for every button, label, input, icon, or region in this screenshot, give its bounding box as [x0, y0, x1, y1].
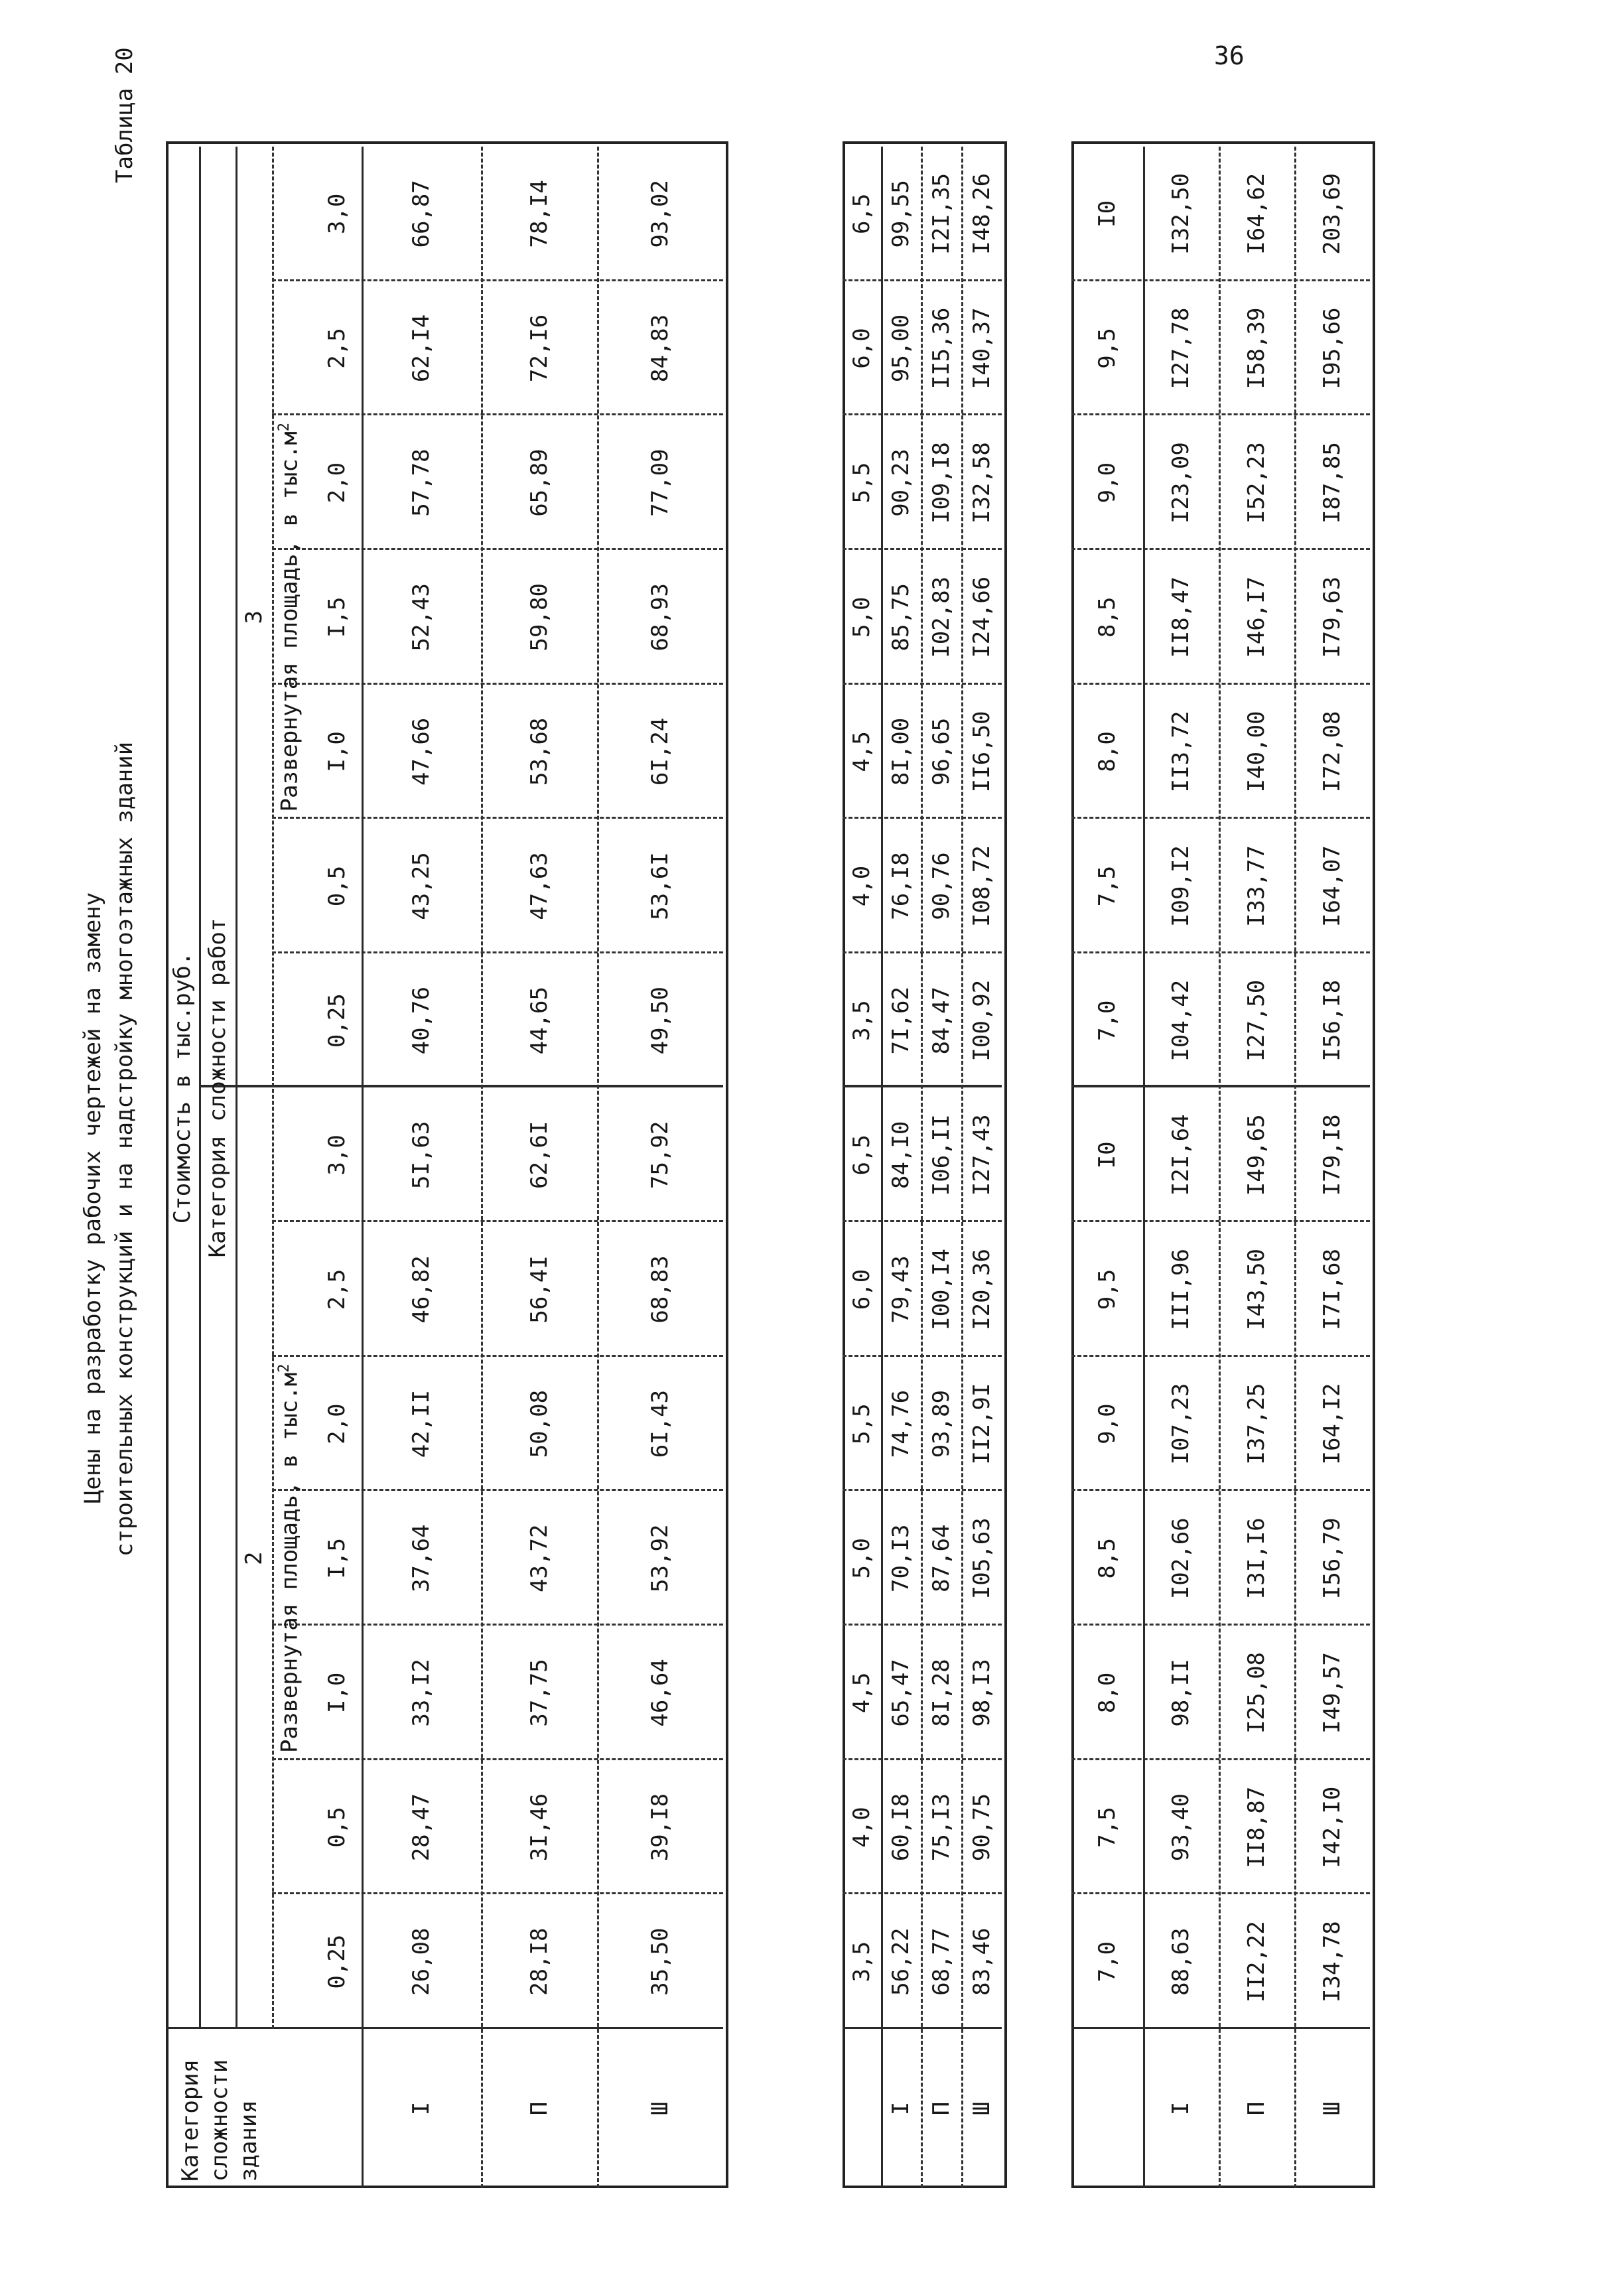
area-value: 5,5	[848, 462, 875, 504]
area-value: 6,0	[848, 1269, 875, 1310]
price-cell: I23,09	[1168, 442, 1194, 524]
price-cell: I64,I2	[1319, 1383, 1345, 1465]
area-value: I,5	[323, 1538, 350, 1579]
price-cell: 7I,62	[887, 987, 914, 1055]
price-cell: I72,08	[1319, 711, 1345, 793]
row-category-label: Ш	[968, 2101, 995, 2116]
area-value: 8,5	[1094, 596, 1120, 638]
price-cell: 83,46	[968, 1927, 995, 1996]
price-cell: 6I,43	[647, 1389, 673, 1458]
area-value: 7,5	[1094, 1807, 1120, 1848]
price-cell: 93,89	[927, 1389, 955, 1458]
price-cell: 6I,24	[647, 717, 673, 786]
price-cell: 98,II	[1168, 1659, 1194, 1727]
price-cell: I27,50	[1243, 979, 1270, 1062]
price-cell: I40,00	[1243, 711, 1270, 793]
price-cell: I27,78	[1168, 307, 1194, 389]
area-value: 4,5	[848, 1672, 875, 1714]
price-cell: 47,66	[408, 717, 435, 786]
price-cell: 5I,63	[408, 1121, 435, 1190]
price-cell: I56,79	[1319, 1517, 1345, 1600]
area-value: 6,0	[848, 328, 875, 369]
row-category-label: Ш	[647, 2101, 673, 2116]
price-cell: II6,50	[968, 711, 995, 793]
price-cell: I56,I8	[1319, 979, 1345, 1062]
price-cell: 43,25	[408, 852, 435, 920]
area-value: 4,0	[848, 1807, 875, 1848]
area-value: 4,0	[848, 865, 875, 907]
category-2-header: 2	[240, 1551, 267, 1565]
price-cell: 33,I2	[408, 1659, 435, 1727]
price-cell: 84,I0	[887, 1121, 914, 1190]
price-cell: I64,07	[1319, 845, 1345, 927]
price-cell: I49,57	[1319, 1651, 1345, 1734]
price-cell: I87,85	[1319, 442, 1345, 524]
area-value: 9,5	[1094, 1269, 1120, 1310]
price-cell: I95,66	[1319, 307, 1345, 389]
price-cell: 49,50	[647, 987, 673, 1055]
price-cell: I02,66	[1168, 1517, 1194, 1600]
price-cell: 66,87	[408, 180, 435, 248]
price-cell: 203,69	[1319, 173, 1345, 255]
area-value: 6,5	[848, 1135, 875, 1176]
area-value: 5,5	[848, 1403, 875, 1444]
price-cell: 75,92	[647, 1121, 673, 1190]
price-cell: 53,6I	[647, 852, 673, 920]
price-cell: I00,I4	[927, 1249, 955, 1330]
price-cell: 60,I8	[887, 1793, 914, 1862]
price-cell: 26,08	[408, 1927, 435, 1996]
area-value: 7,0	[1094, 1000, 1120, 1041]
area-value: 3,0	[323, 193, 350, 235]
price-cell: I33,77	[1243, 845, 1270, 927]
price-cell: 46,64	[647, 1659, 673, 1727]
area-value: 5,0	[848, 596, 875, 638]
price-cell: 68,83	[647, 1255, 673, 1324]
area-value: 0,5	[323, 1807, 350, 1848]
price-cell: I05,63	[968, 1517, 995, 1600]
price-cell: I49,65	[1243, 1114, 1270, 1196]
price-cell: I06,II	[927, 1114, 955, 1196]
price-cell: 62,I4	[408, 314, 435, 383]
area-value: 9,0	[1094, 462, 1120, 504]
price-cell: III,96	[1168, 1249, 1194, 1330]
price-cell: 40,76	[408, 987, 435, 1055]
price-cell: 56,22	[887, 1927, 914, 1996]
price-cell: 98,I3	[968, 1659, 995, 1727]
price-cell: I09,I8	[927, 442, 955, 524]
category-3-header: 3	[240, 610, 267, 624]
area-value: 8,5	[1094, 1538, 1120, 1579]
area-value: I,0	[323, 731, 350, 772]
price-cell: 84,83	[647, 314, 673, 383]
area-value: 4,5	[848, 731, 875, 772]
price-cell: I00,92	[968, 979, 995, 1062]
area-label	[276, 423, 303, 811]
price-cell: I46,I7	[1243, 576, 1270, 658]
area-unit-superscript: 2	[276, 1363, 293, 1373]
price-cell: 76,I8	[887, 852, 914, 920]
area-value: 2,0	[323, 1403, 350, 1444]
price-cell: 57,78	[408, 449, 435, 517]
area-value: 0,5	[323, 865, 350, 907]
row-category-label: П	[1243, 2101, 1270, 2116]
area-value: I,5	[323, 596, 350, 638]
area-label	[276, 1364, 303, 1753]
price-cell: 74,76	[887, 1389, 914, 1458]
price-cell: 95,00	[887, 314, 914, 383]
area-value: 8,0	[1094, 1672, 1120, 1714]
area-value: I0	[1094, 1141, 1120, 1169]
price-cell: 44,65	[525, 987, 553, 1055]
price-cell: 65,47	[887, 1659, 914, 1727]
price-cell: I52,23	[1243, 442, 1270, 524]
area-value: 0,25	[323, 1934, 350, 1989]
price-cell: 28,47	[408, 1793, 435, 1862]
price-cell: I64,62	[1243, 173, 1270, 255]
price-cell: I40,37	[968, 307, 995, 389]
price-cell: I24,66	[968, 576, 995, 658]
price-cell: 52,43	[408, 583, 435, 652]
price-cell: 42,II	[408, 1389, 435, 1458]
area-value: 5,0	[848, 1538, 875, 1579]
price-cell: 77,09	[647, 449, 673, 517]
price-cell: 3I,46	[525, 1793, 553, 1862]
price-cell: II2,22	[1243, 1921, 1270, 2003]
stub-header: Категория сложности здания	[177, 2059, 262, 2182]
price-cell: II8,47	[1168, 576, 1194, 658]
price-cell: 37,75	[525, 1659, 553, 1727]
price-cell: I32,50	[1168, 173, 1194, 255]
price-cell: 87,64	[927, 1524, 955, 1592]
table-title-line2: строительных конструкций и на надстройку многоэтажных зданий	[111, 741, 138, 1557]
cost-header: Стоимость в тыс.руб.	[169, 951, 196, 1224]
price-cell: 39,I8	[647, 1793, 673, 1862]
area-value: 6,5	[848, 193, 875, 235]
area-value: 3,0	[323, 1135, 350, 1176]
area-value: 7,5	[1094, 865, 1120, 907]
price-cell: I7I,68	[1319, 1249, 1345, 1330]
area-value: 2,5	[323, 1269, 350, 1310]
price-cell: 93,02	[647, 180, 673, 248]
price-cell: 78,I4	[525, 180, 553, 248]
area-value: 3,5	[848, 1000, 875, 1041]
area-value: 2,0	[323, 462, 350, 504]
price-cell: I79,I8	[1319, 1114, 1345, 1196]
area-value: I0	[1094, 200, 1120, 228]
price-cell: 85,75	[887, 583, 914, 652]
price-cell: II3,72	[1168, 711, 1194, 793]
price-cell: II2,9I	[968, 1383, 995, 1465]
price-cell: I25,08	[1243, 1651, 1270, 1734]
price-cell: I42,I0	[1319, 1786, 1345, 1868]
price-cell: 65,89	[525, 449, 553, 517]
area-value: 0,25	[323, 993, 350, 1048]
price-cell: 62,6I	[525, 1121, 553, 1190]
price-cell: 96,65	[927, 717, 955, 786]
page-number: 36	[1214, 41, 1245, 70]
price-cell: II5,36	[927, 307, 955, 389]
row-category-label: I	[408, 2101, 435, 2116]
price-cell: 8I,00	[887, 717, 914, 786]
price-cell: 47,63	[525, 852, 553, 920]
work-category-header: Категория сложности работ	[204, 918, 231, 1258]
price-cell: 90,76	[927, 852, 955, 920]
price-cell: 72,I6	[525, 314, 553, 383]
price-cell: I02,83	[927, 576, 955, 658]
price-cell: 70,I3	[887, 1524, 914, 1592]
price-cell: 53,68	[525, 717, 553, 786]
price-cell: I48,26	[968, 173, 995, 255]
row-category-label: I	[887, 2101, 914, 2116]
price-cell: 43,72	[525, 1524, 553, 1592]
price-cell: 99,55	[887, 180, 914, 248]
price-cell: I2I,35	[927, 173, 955, 255]
area-value: 8,0	[1094, 731, 1120, 772]
price-cell: I04,42	[1168, 979, 1194, 1062]
price-cell: I58,39	[1243, 307, 1270, 389]
price-cell: I2I,64	[1168, 1114, 1194, 1196]
price-cell: I3I,I6	[1243, 1517, 1270, 1600]
area-value: 9,0	[1094, 1403, 1120, 1444]
price-cell: 93,40	[1168, 1793, 1194, 1862]
area-label-text: Развернутая площадь, в тыс.м	[276, 431, 303, 812]
row-category-label: П	[927, 2101, 955, 2116]
price-cell: I79,63	[1319, 576, 1345, 658]
price-cell: I32,58	[968, 442, 995, 524]
table-title-line1: Цены на разработку рабочих чертежей на замену	[80, 892, 106, 1503]
price-cell: 59,80	[525, 583, 553, 652]
price-cell: I37,25	[1243, 1383, 1270, 1465]
area-value: 7,0	[1094, 1941, 1120, 1982]
table-label: Таблица 20	[111, 47, 138, 183]
price-cell: 84,47	[927, 987, 955, 1055]
area-value: 9,5	[1094, 328, 1120, 369]
area-value: 3,5	[848, 1941, 875, 1982]
area-label-text: Развернутая площадь, в тыс.м	[276, 1372, 303, 1753]
price-cell: 8I,28	[927, 1659, 955, 1727]
row-category-label: I	[1168, 2101, 1194, 2116]
price-cell: 90,75	[968, 1793, 995, 1862]
price-cell: 50,08	[525, 1389, 553, 1458]
price-cell: 56,4I	[525, 1255, 553, 1324]
price-cell: I07,23	[1168, 1383, 1194, 1465]
price-cell: I43,50	[1243, 1249, 1270, 1330]
row-category-label: Ш	[1319, 2101, 1345, 2116]
price-cell: I08,72	[968, 845, 995, 927]
price-cell: I34,78	[1319, 1921, 1345, 2003]
price-cell: I09,I2	[1168, 845, 1194, 927]
price-cell: 28,I8	[525, 1927, 553, 1996]
price-cell: 88,63	[1168, 1927, 1194, 1996]
price-cell: I20,36	[968, 1249, 995, 1330]
price-cell: 46,82	[408, 1255, 435, 1324]
price-cell: 35,50	[647, 1927, 673, 1996]
price-cell: 68,77	[927, 1927, 955, 1996]
price-cell: II8,87	[1243, 1786, 1270, 1868]
price-cell: I27,43	[968, 1114, 995, 1196]
area-value: I,0	[323, 1672, 350, 1714]
area-value: 2,5	[323, 328, 350, 369]
price-cell: 37,64	[408, 1524, 435, 1592]
area-unit-superscript: 2	[276, 423, 293, 432]
price-cell: 79,43	[887, 1255, 914, 1324]
row-category-label: П	[525, 2101, 553, 2116]
price-cell: 75,I3	[927, 1793, 955, 1862]
price-cell: 68,93	[647, 583, 673, 652]
price-cell: 53,92	[647, 1524, 673, 1592]
price-cell: 90,23	[887, 449, 914, 517]
